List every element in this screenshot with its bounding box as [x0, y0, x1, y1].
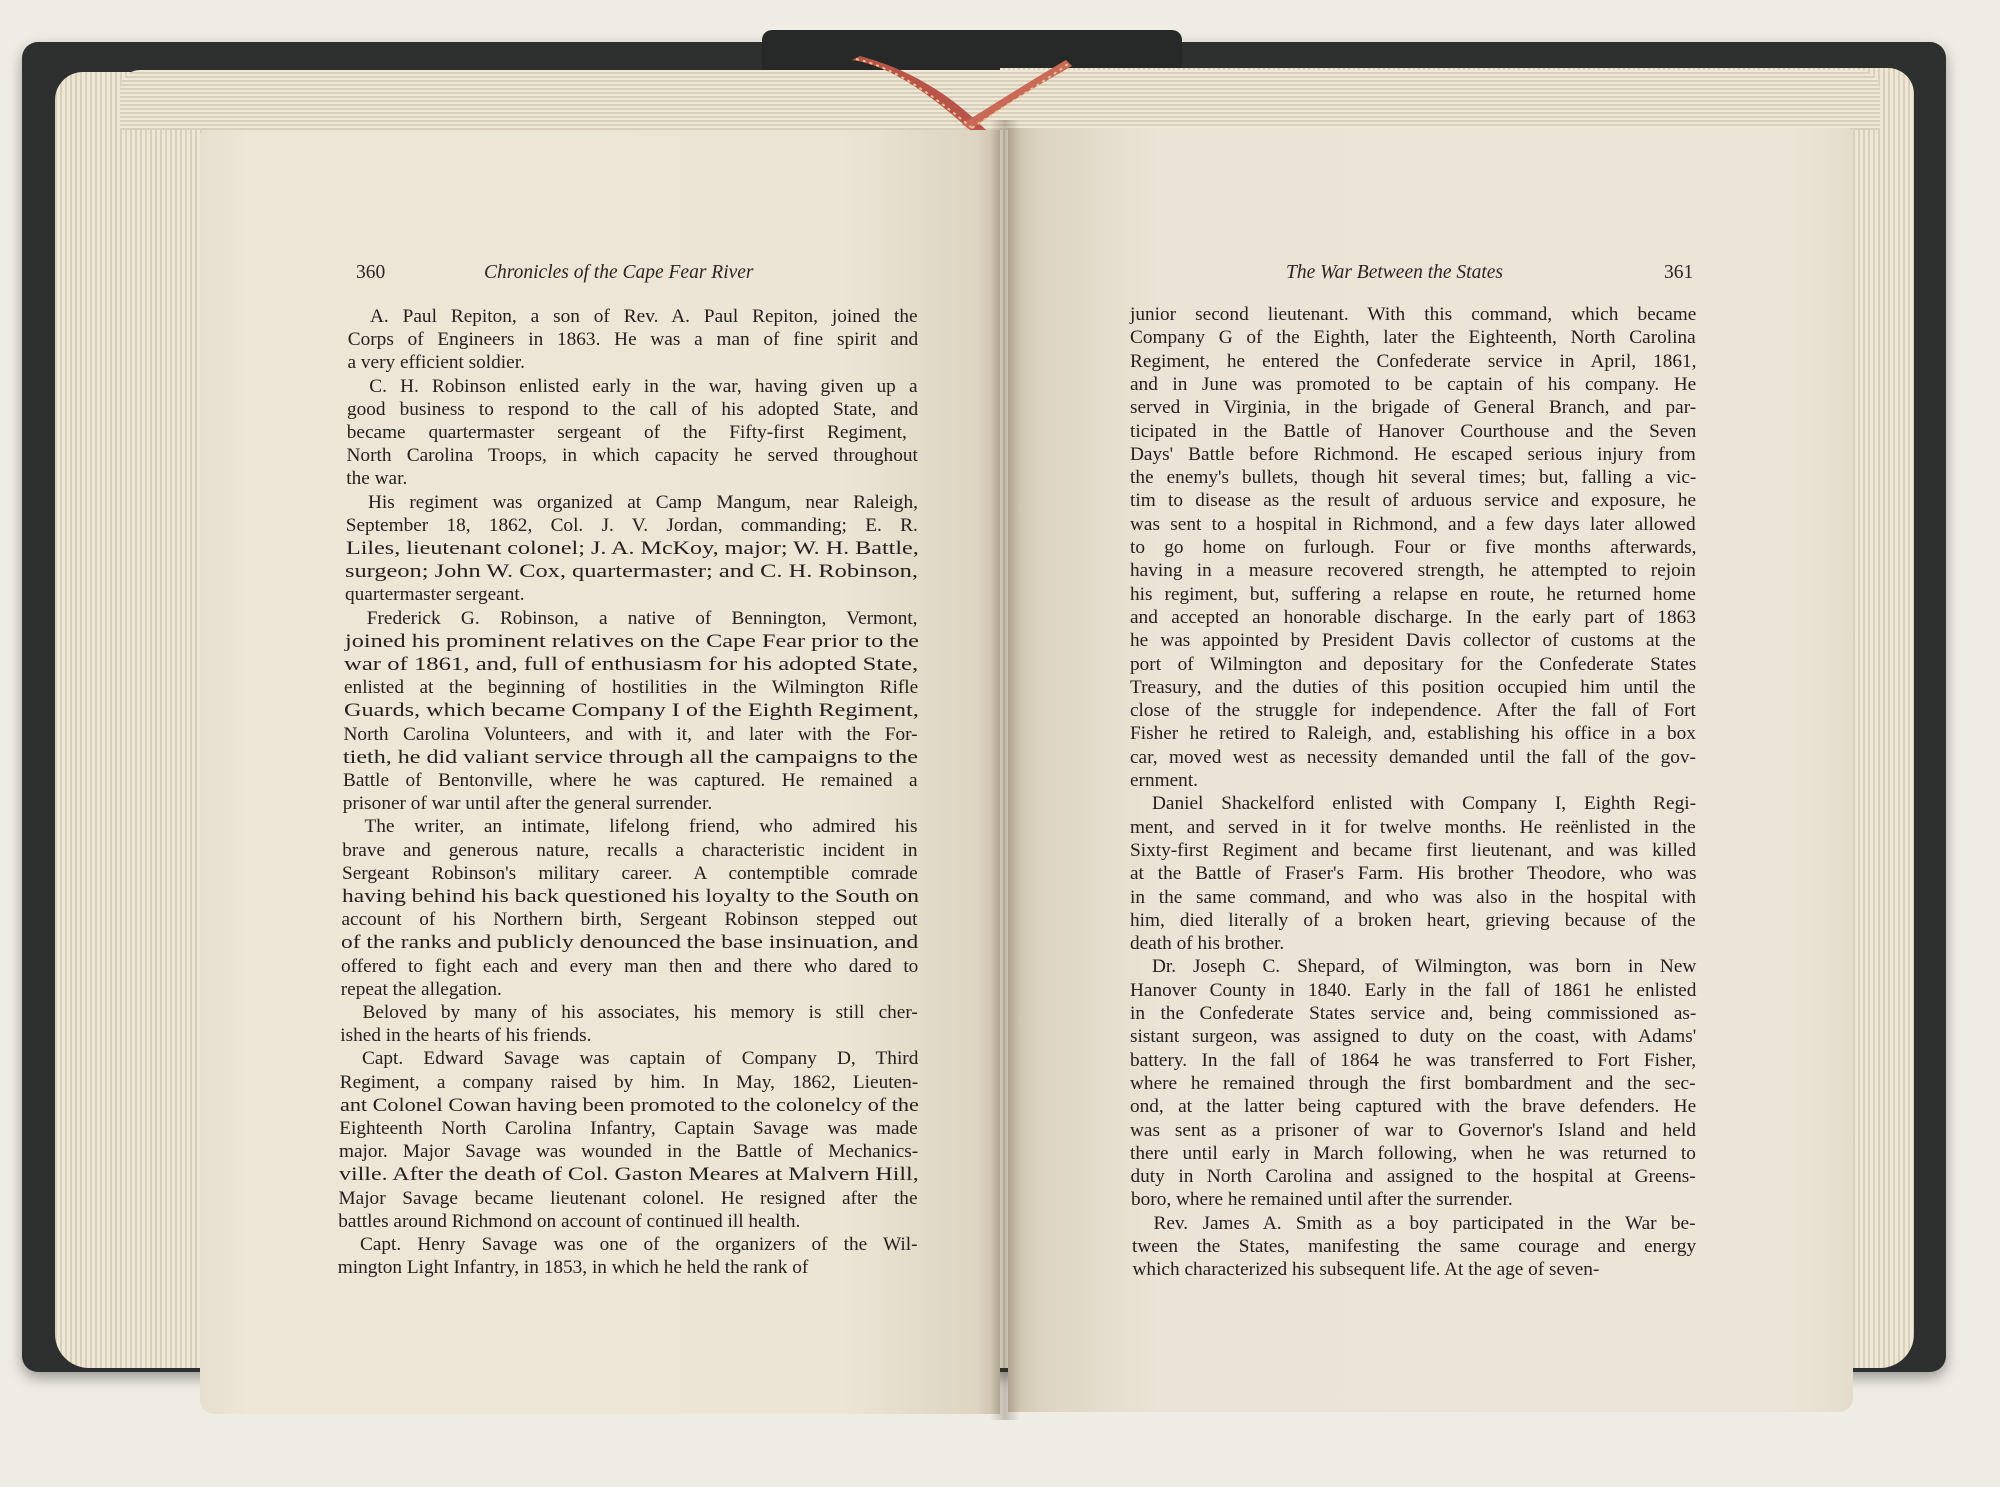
text-line: The writer, an intimate, lifelong friend, who admired his [364, 816, 918, 838]
text-line: good business to respond to the call of his adopted State, and [347, 398, 919, 420]
text-line: was sent to a hospital in Richmond, and a few days later allowed [1130, 513, 1696, 535]
text-line: and in June was promoted to be captain of his company. He [1130, 373, 1697, 395]
text-line: joined his prominent relatives on the Cape Fear prior to the [344, 630, 919, 652]
text-line: Regiment, a company raised by him. In May, 1862, Lieuten- [339, 1071, 919, 1093]
bookmark-ribbon [852, 56, 1072, 134]
text-line: battery. In the fall of 1864 he was transferred to Fort Fisher, [1130, 1049, 1697, 1071]
text-line: Sixty-first Regiment and became first lieutenant, and was killed [1130, 839, 1697, 861]
text-line: he was appointed by President Davis collector of customs at the [1130, 630, 1696, 652]
text-line: ment, and served in it for twelve months. He reënlisted in the [1130, 816, 1696, 838]
text-line: Liles, lieutenant colonel; J. A. McKoy, major; W. H. Battle, [345, 538, 919, 559]
left-page-number: 360 [356, 262, 386, 283]
text-line: prisoner of war until after the general surrender. [342, 793, 713, 815]
text-line: mington Light Infantry, in 1853, in which he held the rank of [337, 1257, 809, 1279]
text-line: Corps of Engineers in 1863. He was a man of fine spirit and [347, 329, 919, 351]
text-line: to go home on furlough. Four or five months afterwards, [1130, 537, 1697, 558]
text-line: Frederick G. Robinson, a native of Bennington, Vermont, [366, 607, 918, 629]
text-line: and accepted an honorable discharge. In the early part of 1863 [1130, 606, 1696, 628]
text-line: Rev. James A. Smith as a boy participated in the War be- [1153, 1212, 1696, 1234]
text-line: repeat the allegation. [340, 978, 502, 1000]
text-line: ville. After the death of Col. Gaston Meares at Malvern Hill, [338, 1164, 919, 1186]
text-line: enlisted at the beginning of hostilities in the Wilmington Rifle [344, 677, 919, 699]
text-line: at the Battle of Fraser's Farm. His brother Theodore, who was [1130, 863, 1697, 885]
text-line: His regiment was organized at Camp Mangum, near Raleigh, [368, 491, 918, 513]
text-line: quartermaster sergeant. [345, 584, 525, 606]
text-line: ished in the hearts of his friends. [340, 1025, 592, 1047]
text-line: was sent as a prisoner of war to Governor's Island and held [1130, 1119, 1696, 1141]
text-line: Capt. Edward Savage was captain of Company D, Third [362, 1048, 919, 1070]
book-gutter [990, 120, 1020, 1420]
text-line: junior second lieutenant. With this command, which became [1130, 304, 1697, 325]
text-line: there until early in March following, when he was returned to [1130, 1142, 1696, 1164]
right-page-number: 361 [1664, 262, 1694, 283]
text-line: became quartermaster sergeant of the Fifty-first Regiment, [346, 422, 907, 443]
text-line: the enemy's bullets, though hit several times; but, falling a vic- [1130, 467, 1697, 489]
text-line: him, died literally of a broken heart, grieving because of the [1130, 909, 1696, 931]
text-line: the war. [346, 468, 408, 490]
text-line: close of the struggle for independence. After the fall of Fort [1130, 700, 1696, 722]
text-line: Days' Battle before Richmond. He escaped serious injury from [1130, 443, 1696, 465]
text-line: tween the States, manifesting the same courage and energy [1132, 1236, 1697, 1257]
text-line: death of his brother. [1130, 933, 1285, 955]
text-line: Treasury, and the duties of this position occupied him until the [1130, 676, 1696, 698]
text-line: ernment. [1130, 770, 1198, 791]
text-line: ond, at the latter being captured with the brave defenders. He [1130, 1096, 1697, 1118]
text-line: car, moved west as necessity demanded until the fall of the gov- [1130, 746, 1696, 768]
text-line: Hanover County in 1840. Early in the fall of 1861 he enlisted [1130, 979, 1697, 1001]
text-line: ticipated in the Battle of Hanover Courthouse and the Seven [1130, 420, 1697, 442]
text-line: of the ranks and publicly denounced the base insinuation, and [341, 932, 919, 954]
text-line: A. Paul Repiton, a son of Rev. A. Paul Repiton, joined the [370, 306, 918, 327]
text-line: having in a measure recovered strength, he attempted to rejoin [1130, 560, 1696, 582]
text-line: sistant surgeon, was assigned to duty on the coast, with Adams' [1130, 1026, 1697, 1048]
text-line: North Carolina Troops, in which capacity he served throughout [346, 445, 918, 467]
text-line: in the same command, and who was also in the hospital with [1130, 886, 1697, 908]
text-line: Capt. Henry Savage was one of the organizers of the Wil- [360, 1234, 918, 1255]
text-line: war of 1861, and, full of enthusiasm for his adopted State, [344, 654, 919, 675]
text-line: Regiment, he entered the Confederate service in April, 1861, [1130, 350, 1697, 372]
text-line: Company G of the Eighth, later the Eighteenth, North Carolina [1130, 327, 1696, 349]
text-line: duty in North Carolina and assigned to the hospital at Greens- [1130, 1166, 1696, 1188]
text-line: offered to fight each and every man then and there who dared to [341, 955, 919, 977]
text-line: Dr. Joseph C. Shepard, of Wilmington, was born in New [1152, 956, 1697, 978]
text-line: where he remained through the first bombardment and the sec- [1130, 1072, 1696, 1094]
text-line: a very efficient soldier. [347, 352, 525, 374]
text-line: having behind his back questioned his loyalty to the South on [341, 886, 919, 907]
text-line: Guards, which became Company I of the Eighth Regiment, [343, 700, 919, 722]
text-line: account of his Northern birth, Sergeant Robinson stepped out [341, 909, 918, 931]
text-line: North Carolina Volunteers, and with it, and later with the For- [343, 723, 918, 745]
text-line: in the Confederate States service and, being commissioned as- [1130, 1003, 1697, 1024]
text-line: battles around Richmond on account of continued ill health. [338, 1210, 801, 1232]
text-line: surgeon; John W. Cox, quartermaster; and C. H. Robinson, [345, 561, 919, 583]
text-line: Battle of Bentonville, where he was captured. He remained a [343, 770, 918, 791]
text-line: brave and generous nature, recalls a characteristic incident in [342, 839, 918, 861]
text-line: Major Savage became lieutenant colonel. He resigned after the [338, 1187, 918, 1209]
text-line: his regiment, but, suffering a relapse en route, he returned home [1130, 583, 1696, 605]
text-line: boro, where he remained until after the surrender. [1131, 1189, 1513, 1211]
text-line: Beloved by many of his associates, his memory is still cher- [362, 1002, 918, 1023]
text-line: Fisher he retired to Raleigh, and, establishing his office in a box [1130, 723, 1696, 745]
text-line: Eighteenth North Carolina Infantry, Captain Savage was made [339, 1118, 918, 1139]
text-line: C. H. Robinson enlisted early in the war, having given up a [369, 375, 918, 397]
text-line: served in Virginia, in the brigade of General Branch, and par- [1130, 397, 1697, 419]
text-line: ant Colonel Cowan having been promoted to the colonelcy of the [339, 1094, 919, 1116]
text-line: Daniel Shackelford enlisted with Company I, Eighth Regi- [1152, 793, 1697, 815]
text-line: which characterized his subsequent life. At the age of seven- [1132, 1259, 1600, 1281]
left-running-title: Chronicles of the Cape Fear River [484, 262, 754, 283]
text-line: tieth, he did valiant service through all the campaigns to the [343, 746, 919, 768]
text-line: September 18, 1862, Col. J. V. Jordan, commanding; E. R. [345, 514, 918, 536]
text-line: major. Major Savage was wounded in the Battle of Mechanics- [339, 1141, 919, 1163]
text-line: tim to disease as the result of arduous service and exposure, he [1130, 490, 1697, 512]
right-running-title: The War Between the States [1286, 262, 1503, 283]
text-line: port of Wilmington and depositary for the Confederate States [1130, 653, 1697, 675]
text-line: Sergeant Robinson's military career. A contemptible comrade [342, 862, 918, 884]
